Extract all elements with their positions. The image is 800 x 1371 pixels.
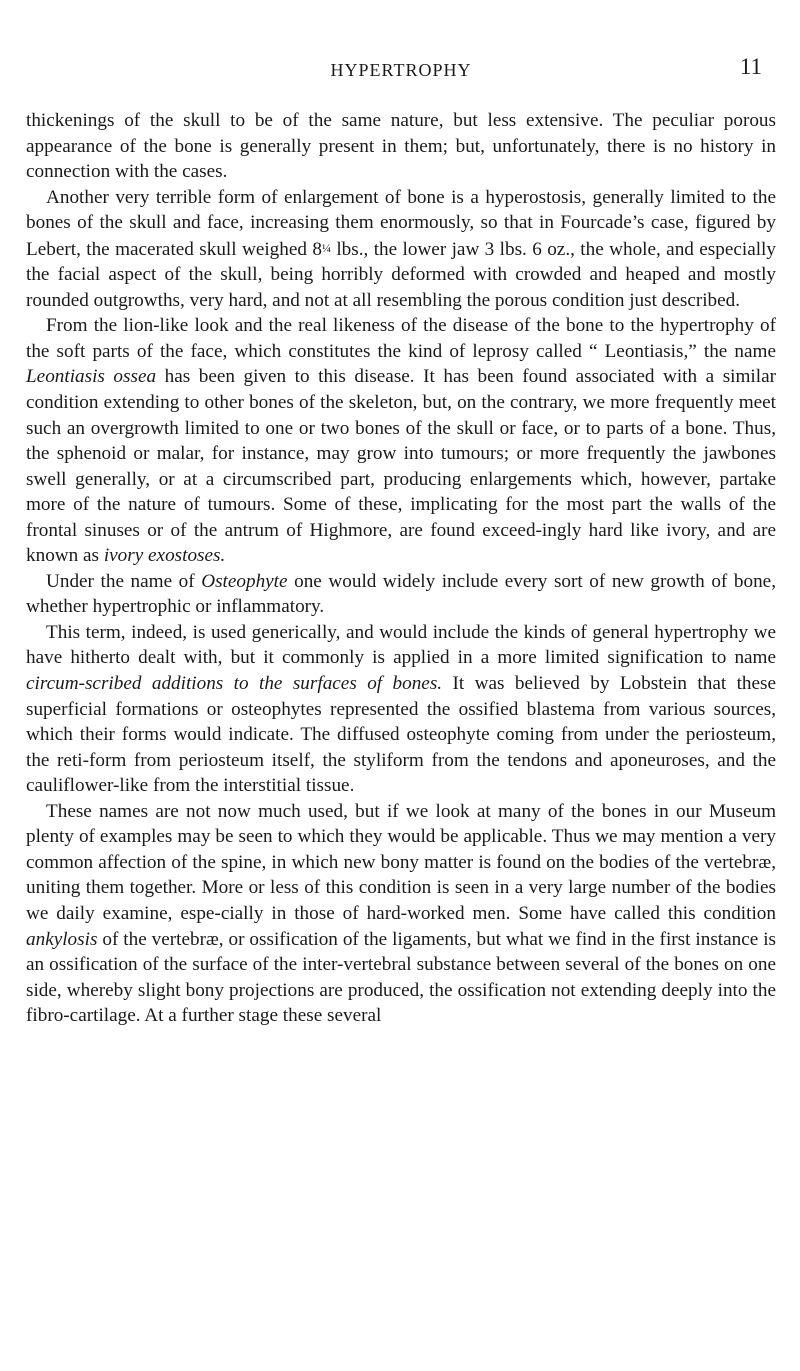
italic-term: ivory exostoses. (103, 545, 226, 567)
paragraph (26, 313, 776, 568)
italic-term: Leontiasis ossea (26, 366, 157, 388)
text-run: Under the name of (46, 570, 202, 592)
body-text (26, 108, 776, 1029)
paragraph (26, 108, 776, 185)
text-run: From the lion-like look and the real likeness of the disease of the bone to the hypertrophy of the soft parts of the face, which constitutes the kind of leprosy called “ Leontiasis,” the name (26, 315, 776, 362)
paragraph (26, 620, 776, 799)
text-run: of the vertebræ, or ossification of the ligaments, but what we find in the first instance is an ossification of the surface of the inter-vertebral substance between several of the bones on one side, whereby slight bony projections are produced, the ossification not extending deeply into the fibro-cartilage. At a further stage these several (26, 928, 776, 1027)
paragraph (26, 569, 776, 620)
text-run: These names are not now much used, but if we look at many of the bones in our Museum plenty of examples may be seen to which they would be applicable. Thus we may mention a very common affection of the spine, in which new bony matter is found on the bodies of the vertebræ, uniting them together. More or less of this condition is seen in a very large number of the bodies we daily examine, espe-cially in those of hard-worked men. Some have called this condition (26, 800, 776, 924)
italic-term: Osteophyte (201, 570, 288, 592)
italic-term: circum-scribed additions to the surfaces of bones. (26, 673, 443, 695)
text-run: has been given to this disease. It has been found associated with a similar condition extending to other bones of the skeleton, but, on the contrary, we more frequently meet such an overgrowth limited to one or two bones of the skull or face, or to parts of a bone. Thus, the sphenoid or malar, for instance, may grow into tumours; or more frequently the jawbones swell generally, or at a circumscribed part, producing enlargements which, however, partake more of the nature of tumours. Some of these, implicating for the most part the walls of the frontal sinuses or of the antrum of Highmore, are found exceed-ingly hard like ivory, and are known as (26, 366, 776, 567)
text-run: This term, indeed, is used generically, and would include the kinds of general hypertrophy we have hitherto dealt with, but it commonly is applied in a more limited signification to name (26, 621, 776, 669)
page-header (26, 52, 776, 82)
text-run: lbs., the lower jaw 3 lbs. 6 oz., the whole, and especially the facial aspect of the skull, being horribly deformed with crowded and heaped and mostly rounded outgrowths, very hard, and not at all resembling the porous condition just described. (26, 238, 776, 311)
fraction: ¼ (321, 240, 331, 255)
text-run: It was believed by Lobstein that these superficial formations or osteophytes represented the ossified blastema from various sources, which their forms would indicate. The diffused osteophyte coming from under the periosteum, the reti-form from periosteum itself, the styliform from the tendons and aponeuroses, and the cauliflower-like from the interstitial tissue. (26, 673, 776, 797)
page-number: 11 (739, 54, 762, 79)
text-run: one would widely include every sort of new growth of bone, whether hypertrophic or inflammatory. (26, 570, 776, 618)
text-run: Another very terrible form of enlargement of bone is a hyperostosis, generally limited to the bones of the skull and face, increasing them enormously, so that in Fourcade’s case, figured by Lebert, the macerated skull weighed 8 (26, 186, 776, 260)
paragraph (26, 799, 776, 1029)
running-head: HYPERTROPHY (330, 60, 472, 80)
text-run: thickenings of the skull to be of the same nature, but less extensive. The peculiar porous appearance of the bone is generally present in them; but, unfortunately, there is no history in connection with the cases. (26, 110, 776, 183)
paragraph (26, 185, 776, 314)
italic-term: ankylosis (26, 928, 98, 950)
